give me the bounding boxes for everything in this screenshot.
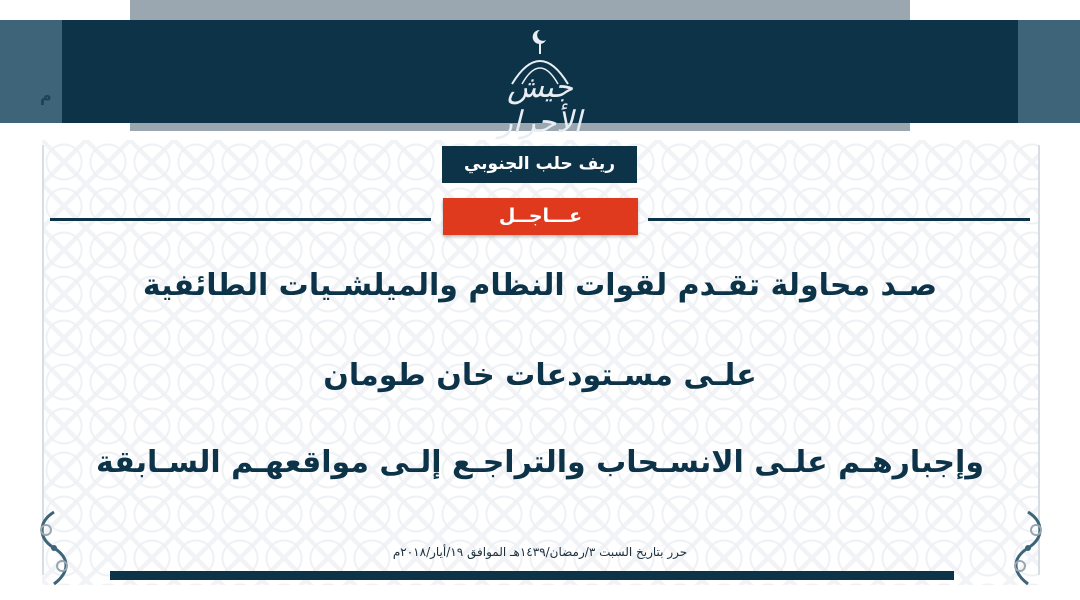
banner-side-right: [1018, 20, 1080, 123]
logo: [468, 28, 612, 140]
urgent-badge: عـــاجــل: [443, 198, 638, 235]
divider-right: [648, 218, 1030, 221]
top-gray-strip: [130, 0, 910, 20]
region-label: ريف حلب الجنوبي: [442, 146, 637, 183]
logo-text: جيش الأحرار: [498, 70, 582, 140]
ornament-left-icon: [32, 510, 76, 586]
side-mark: م: [40, 86, 52, 105]
date-note: حرر بتاريخ السبت ٣/رمضان/١٤٣٩هـ الموافق ١٩/أيار/٢٠١٨م: [392, 545, 688, 559]
headline-line-1: صـد محاولة تقـدم لقوات النظام والميلشـيات الطائفية: [142, 268, 938, 303]
banner-side-left: [0, 20, 62, 123]
divider-left: [50, 218, 431, 221]
headline-line-3: وإجبارهـم علـى الانسـحاب والتراجـع إلـى مواقعهـم السـابقة: [95, 445, 984, 480]
headline-line-2: علـى مسـتودعات خان طومان: [323, 358, 757, 393]
footer-bar: [110, 571, 954, 580]
ornament-right-icon: [1006, 510, 1050, 586]
